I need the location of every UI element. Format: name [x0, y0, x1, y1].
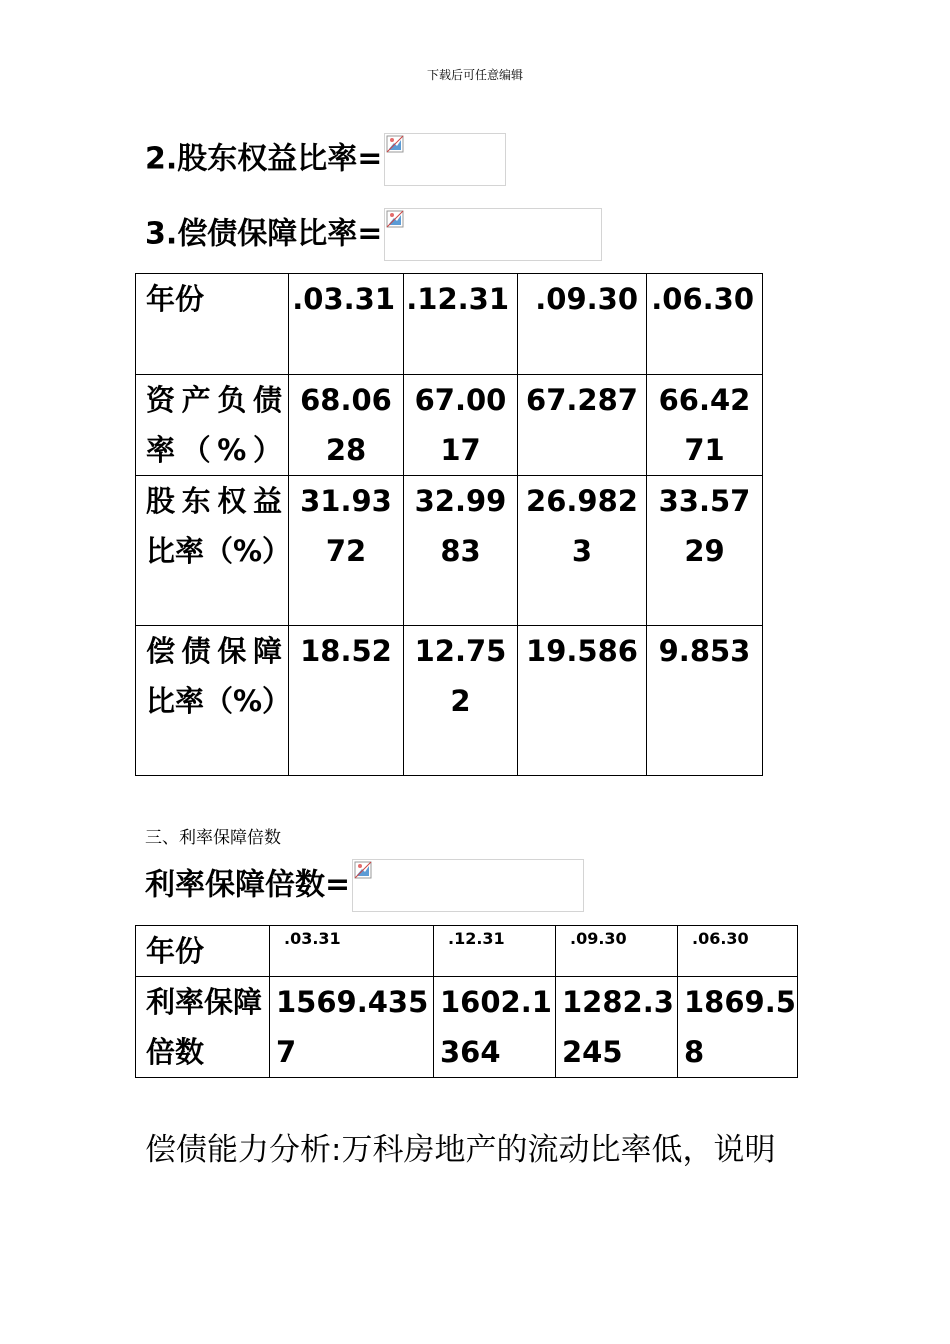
table-cell: 67.0017	[404, 375, 518, 476]
table-cell: 18.52	[289, 626, 404, 776]
table-header-year: 年份	[136, 274, 289, 375]
table-row	[136, 476, 763, 626]
row-label: 利率保障倍数	[136, 977, 270, 1078]
interest-coverage-table	[135, 925, 798, 1078]
table-cell: 32.9983	[404, 476, 518, 626]
table-cell: 68.0628	[289, 375, 404, 476]
table-cell: 1602.1364	[434, 977, 556, 1078]
table-row	[136, 375, 763, 476]
table-cell: 66.4271	[647, 375, 763, 476]
table-header-cell: .03.31	[270, 926, 434, 977]
section-title: 三、利率保障倍数	[145, 828, 281, 848]
formula-equity-ratio	[145, 133, 506, 186]
table-cell: 67.287	[518, 375, 647, 476]
broken-image-icon	[384, 133, 506, 186]
page-header: 下载后可任意编辑	[426, 68, 523, 82]
table-header-cell: .09.30	[556, 926, 678, 977]
table-cell: 1282.3245	[556, 977, 678, 1078]
row-label: 资产负债率（%）	[136, 375, 289, 476]
table-cell: 1569.4357	[270, 977, 434, 1078]
broken-image-icon	[384, 208, 602, 261]
table-header-cell: .09.30	[518, 274, 647, 375]
table-header-cell: .03.31	[289, 274, 404, 375]
table-header-cell: .06.30	[647, 274, 763, 375]
table-cell: 1869.58	[678, 977, 798, 1078]
row-label: 偿债保障比率（%）	[136, 626, 289, 776]
table-cell: 19.586	[518, 626, 647, 776]
table-header-cell: .12.31	[434, 926, 556, 977]
table-row	[136, 626, 763, 776]
solvency-table	[135, 273, 763, 776]
row-label: 股东权益比率（%）	[136, 476, 289, 626]
table-cell: 9.853	[647, 626, 763, 776]
table-cell: 26.9823	[518, 476, 647, 626]
table-cell: 31.9372	[289, 476, 404, 626]
table-header-row	[136, 274, 763, 375]
formula-debt-label: 3.偿债保障比率=	[145, 216, 383, 252]
table-header-year: 年份	[136, 926, 270, 977]
table-cell: 33.5729	[647, 476, 763, 626]
table-row	[136, 977, 798, 1078]
broken-image-icon	[352, 859, 584, 912]
table-header-cell: .06.30	[678, 926, 798, 977]
table-header-row	[136, 926, 798, 977]
formula-interest-label: 利率保障倍数=	[145, 867, 351, 903]
formula-debt-ratio	[145, 208, 602, 261]
table-cell: 12.752	[404, 626, 518, 776]
formula-interest-coverage	[145, 859, 584, 912]
formula-equity-label: 2.股东权益比率=	[145, 141, 383, 177]
table-header-cell: .12.31	[404, 274, 518, 375]
analysis-paragraph: 偿债能力分析:万科房地产的流动比率低，说明	[145, 1132, 776, 1168]
